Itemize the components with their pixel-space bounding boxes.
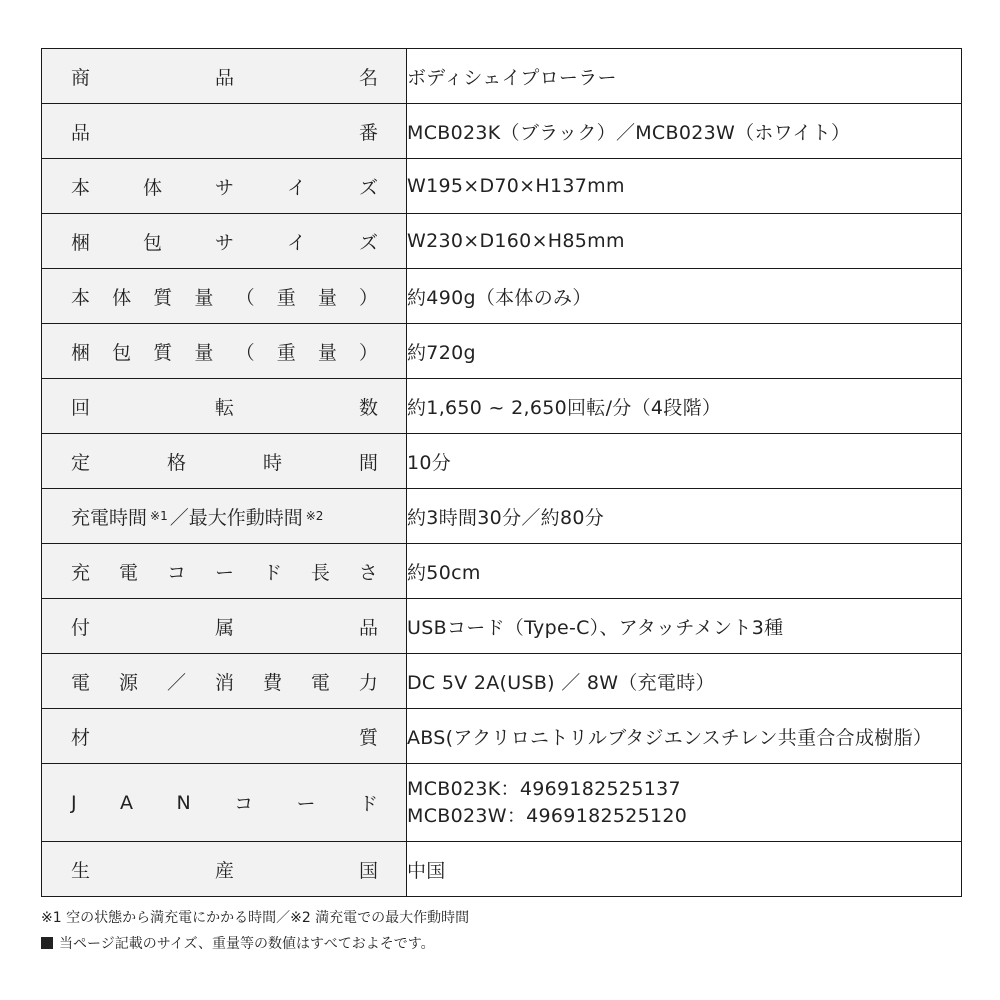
label-char: サ [214,176,234,199]
label-char: 名 [358,66,378,89]
spec-label [42,159,407,214]
spec-value: 約3時間30分／約80分 [407,489,962,544]
label-char: 転 [214,396,234,419]
spec-row-country-of-origin [42,842,962,897]
spec-value: MCB023K（ブラック）／MCB023W（ホワイト） [407,104,962,159]
footnotes [41,905,469,957]
spec-row-body-size [42,159,962,214]
spec-row-power [42,654,962,709]
label-char: コ [166,561,186,584]
spec-value: ボディシェイプローラー [407,49,962,104]
label-char: N [176,791,191,814]
label-char: イ [286,176,306,199]
label-char: 量 [194,341,214,364]
label-char: 番 [358,121,378,144]
spec-label [42,434,407,489]
spec-value: 約720g [407,324,962,379]
spec-row-rated-time [42,434,962,489]
label-char: 品 [214,66,234,89]
spec-table [41,48,962,897]
footnote-marker-1: ※1 [150,509,168,523]
label-char: J [71,791,77,814]
spec-row-accessories [42,599,962,654]
spec-label [42,104,407,159]
label-char: 消 [214,671,234,694]
jan-code-black: MCB023K：4969182525137 [407,777,681,800]
label-char: ／ [166,671,186,694]
label-char: 商 [71,66,91,89]
label-char: 電 [310,671,330,694]
spec-row-model-number [42,104,962,159]
jan-code-white: MCB023W：4969182525120 [407,804,688,827]
label-char: 梱 [71,231,91,254]
label-char: 体 [142,176,162,199]
label-char: A [120,791,134,814]
spec-label [42,324,407,379]
spec-row-body-weight [42,269,962,324]
label-char: 長 [310,561,330,584]
footnote-text: 当ページ記載のサイズ、重量等の数値はすべておよそです。 [59,936,435,952]
label-char: 回 [71,396,91,419]
label-char: ド [262,561,282,584]
spec-row-charge-operating-time [42,489,962,544]
label-char: 本 [71,286,91,309]
label-char: 量 [194,286,214,309]
label-char: 包 [142,231,162,254]
label-char: 電 [71,671,91,694]
spec-label [42,269,407,324]
label-text: 充電時間 [71,506,148,529]
label-char: 重 [276,286,296,309]
spec-value: ABS(アクリロニトリルブタジエンスチレン共重合合成樹脂） [407,709,962,764]
label-char: 材 [71,726,91,749]
spec-label [42,489,407,544]
spec-label [42,599,407,654]
spec-label [42,214,407,269]
spec-value: 中国 [407,842,962,897]
label-char: （ [235,286,255,309]
label-char: ） [358,341,378,364]
label-char: 属 [214,616,234,639]
spec-value: 約1,650 ~ 2,650回転/分（4段階） [407,379,962,434]
spec-label [42,49,407,104]
label-text: ／最大作動時間 [169,506,303,529]
spec-label [42,544,407,599]
label-char: ） [358,286,378,309]
label-char: さ [358,561,378,584]
label-char: 重 [276,341,296,364]
label-char: 本 [71,176,91,199]
label-char: 電 [118,561,138,584]
label-char: 梱 [71,341,91,364]
spec-row-rotation-speed [42,379,962,434]
spec-row-material [42,709,962,764]
spec-row-package-weight [42,324,962,379]
black-square-icon [41,937,53,949]
label-char: 質 [153,341,173,364]
label-char: 包 [112,341,132,364]
label-char: 力 [358,671,378,694]
label-char: 国 [358,859,378,882]
spec-value: DC 5V 2A(USB) ／ 8W（充電時） [407,654,962,709]
spec-row-product-name [42,49,962,104]
spec-value: 約490g（本体のみ） [407,269,962,324]
spec-row-jan-code [42,764,962,842]
spec-label [42,654,407,709]
footnote-line-2 [41,931,469,957]
spec-value: W230×D160×H85mm [407,214,962,269]
label-char: 質 [358,726,378,749]
label-char: コ [234,793,254,815]
label-char: 質 [153,286,173,309]
label-char: 定 [71,451,91,474]
label-char: （ [235,341,255,364]
spec-label [42,842,407,897]
footnote-marker-2: ※2 [305,509,324,523]
label-char: ズ [358,231,378,254]
spec-row-package-size [42,214,962,269]
label-char: ー [296,793,316,815]
label-char: ー [214,561,234,584]
label-char: 品 [358,616,378,639]
label-char: ド [358,793,378,815]
label-char: 費 [262,671,282,694]
label-char: 量 [317,286,337,309]
spec-value: W195×D70×H137mm [407,159,962,214]
label-char: 間 [358,451,378,474]
spec-value: 10分 [407,434,962,489]
spec-label [42,379,407,434]
label-char: ズ [358,176,378,199]
label-char: 格 [166,451,186,474]
label-char: 量 [317,341,337,364]
label-char: 品 [71,121,91,144]
spec-label [42,764,407,842]
spec-row-cord-length [42,544,962,599]
label-char: 体 [112,286,132,309]
label-char: 産 [214,859,234,882]
label-char: 生 [71,859,91,882]
label-char: イ [286,231,306,254]
label-char: 源 [118,671,138,694]
label-char: 数 [358,396,378,419]
spec-value [407,764,962,842]
label-char: 充 [71,561,91,584]
spec-value: USBコード（Type-C）、アタッチメント3種 [407,599,962,654]
footnote-line-1: ※1 空の状態から満充電にかかる時間／※2 満充電での最大作動時間 [41,910,470,926]
label-char: 時 [262,451,282,474]
label-char: 付 [71,616,91,639]
label-char: サ [214,231,234,254]
spec-value: 約50cm [407,544,962,599]
spec-label [42,709,407,764]
